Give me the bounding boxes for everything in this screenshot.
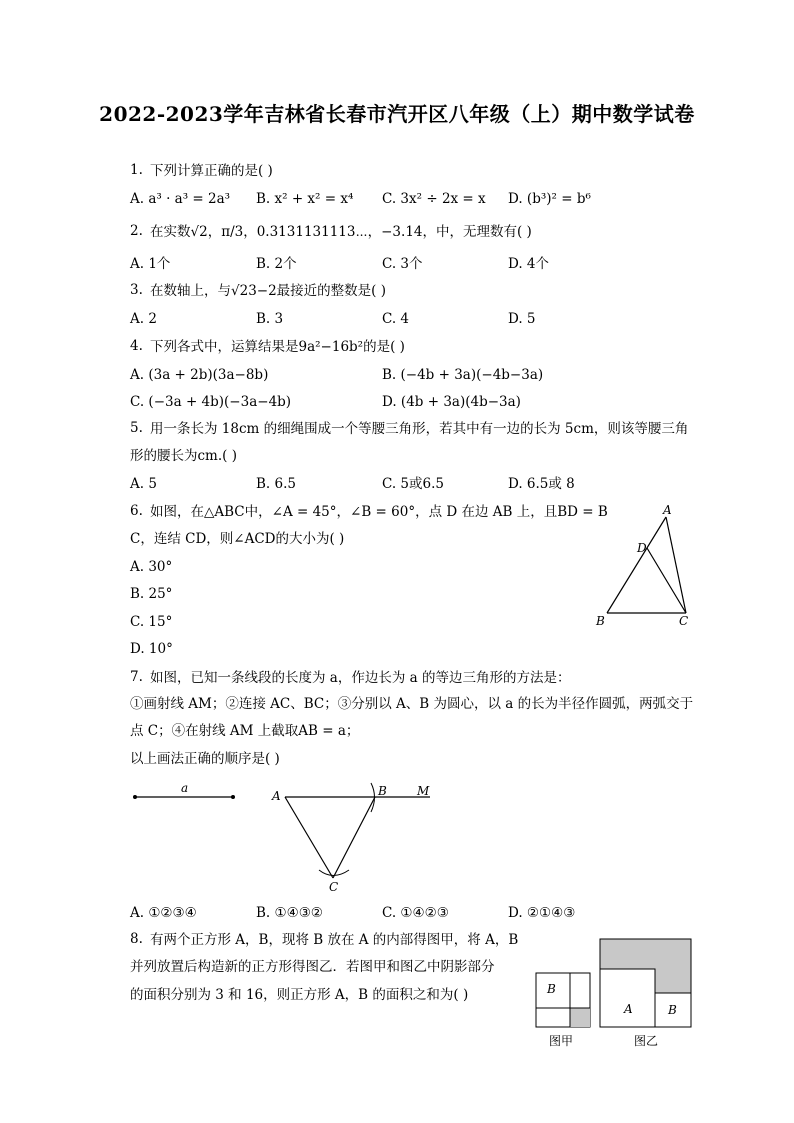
q6-option-a: A. 30°	[130, 559, 173, 575]
q7-arc-at-c	[319, 870, 349, 876]
q7-label-m: M	[417, 784, 430, 798]
q8-yi-square-a	[600, 969, 655, 1027]
q8-jia-label-b: B	[547, 982, 556, 996]
q1-stem: 下列计算正确的是( )	[150, 163, 273, 179]
q4-option-a: A. (3a + 2b)(3a−8b)	[130, 367, 269, 383]
q2-stem: 在实数√2，π/3，0.3131131113⋯，−3.14，中，无理数有( )	[150, 224, 532, 240]
q2-number: 2.	[130, 223, 143, 239]
q7-label-c: C	[329, 880, 339, 894]
q7-stem-line4: 以上画法正确的顺序是( )	[130, 751, 280, 767]
q6-number: 6.	[130, 503, 143, 519]
q2-option-c: C. 3个	[382, 256, 423, 272]
q6-triangle-figure	[590, 505, 700, 630]
q3-stem: 在数轴上，与√23−2最接近的整数是( )	[150, 283, 387, 299]
q3-number: 3.	[130, 282, 143, 298]
q5-number: 5.	[130, 420, 143, 436]
q8-jia-shaded-region	[570, 1008, 590, 1027]
q8-number: 8.	[130, 931, 143, 947]
q6-stem-line2: C，连结 CD，则∠ACD的大小为( )	[130, 531, 345, 547]
q1-option-d: D. (b³)² = b⁶	[508, 191, 591, 207]
q8-yi-label-b: B	[668, 1003, 677, 1017]
q6-option-c: C. 15°	[130, 614, 173, 630]
q4-stem: 下列各式中，运算结果是9a²−16b²的是( )	[150, 339, 405, 355]
q6-side-ac	[666, 517, 686, 613]
q4-option-d: D. (4b + 3a)(4b−3a)	[382, 394, 521, 410]
q8-yi-label-a: A	[624, 1002, 633, 1016]
q7-option-d: D. ②①④③	[508, 905, 576, 921]
q7-option-b: B. ①④③②	[256, 905, 323, 921]
q3-option-a: A. 2	[130, 311, 157, 327]
q8-stem-line3: 的面积分别为 3 和 16，则正方形 A，B 的面积之和为( )	[130, 987, 469, 1003]
q7-stem-line2: ①画射线 AM；②连接 AC、BC；③分别以 A、B 为圆心，以 a 的长为半径作圆弧，两弧交于	[130, 696, 694, 712]
q7-stem-line1: 如图，已知一条线段的长度为 a，作边长为 a 的等边三角形的方法是：	[150, 670, 571, 686]
q8-stem-line2: 并列放置后构造新的正方形得图乙．若图甲和图乙中阴影部分	[130, 959, 495, 975]
q8-square-figures	[530, 935, 700, 1055]
q6-label-d: D	[637, 541, 647, 555]
q6-stem-line1: 如图，在△ABC中，∠A = 45°，∠B = 60°，点 D 在边 AB 上，且BD = B	[150, 504, 608, 520]
q6-label-a: A	[663, 503, 672, 517]
q4-option-c: C. (−3a + 4b)(−3a−4b)	[130, 394, 292, 410]
q1-option-a: A. a³ · a³ = 2a³	[130, 191, 231, 207]
q7-number: 7.	[130, 669, 143, 685]
q3-option-b: B. 3	[256, 311, 284, 327]
q8-caption-yi: 图乙	[634, 1034, 659, 1048]
q3-option-d: D. 5	[508, 311, 536, 327]
q5-stem-line1: 用一条长为 18cm 的细绳围成一个等腰三角形，若其中有一边的长为 5cm，则该等腰三角	[150, 421, 689, 437]
q7-option-a: A. ①②③④	[130, 905, 197, 921]
q7-option-c: C. ①④②③	[382, 905, 449, 921]
q7-label-segment-a: a	[181, 781, 189, 795]
q7-label-a: A	[272, 789, 281, 803]
q1-option-b: B. x² + x² = x⁴	[256, 191, 354, 207]
q4-option-b: B. (−4b + 3a)(−4b−3a)	[382, 367, 544, 383]
q7-label-b: B	[378, 784, 387, 798]
q6-option-d: D. 10°	[130, 641, 173, 657]
q5-option-d: D. 6.5或 8	[508, 476, 575, 492]
q1-option-c: C. 3x² ÷ 2x = x	[382, 191, 486, 207]
q5-option-b: B. 6.5	[256, 476, 296, 492]
q8-caption-jia: 图甲	[549, 1034, 574, 1048]
q6-option-b: B. 25°	[130, 586, 173, 602]
q7-side-bc	[333, 797, 375, 878]
q6-label-b: B	[596, 614, 605, 628]
q7-segment-a-endpoint	[231, 795, 235, 799]
q1-number: 1.	[130, 162, 143, 178]
q6-label-c: C	[679, 614, 689, 628]
q4-number: 4.	[130, 338, 143, 354]
q2-option-b: B. 2个	[256, 256, 297, 272]
q3-option-c: C. 4	[382, 311, 410, 327]
q7-side-ac	[285, 797, 333, 878]
q7-construction-figure	[125, 778, 445, 893]
q2-option-d: D. 4个	[508, 256, 550, 272]
q2-option-a: A. 1个	[130, 256, 171, 272]
q7-segment-a-endpoint	[133, 795, 137, 799]
q7-stem-line3: 点 C；④在射线 AM 上截取AB = a；	[130, 723, 360, 739]
q5-option-c: C. 5或6.5	[382, 476, 444, 492]
q5-option-a: A. 5	[130, 476, 157, 492]
q6-segment-cd	[647, 548, 686, 613]
q8-stem-line1: 有两个正方形 A，B，现将 B 放在 A 的内部得图甲，将 A，B	[150, 932, 519, 948]
page-title: 2022-2023学年吉林省长春市汽开区八年级（上）期中数学试卷	[99, 102, 695, 126]
q5-stem-line2: 形的腰长为cm.( )	[130, 448, 237, 464]
